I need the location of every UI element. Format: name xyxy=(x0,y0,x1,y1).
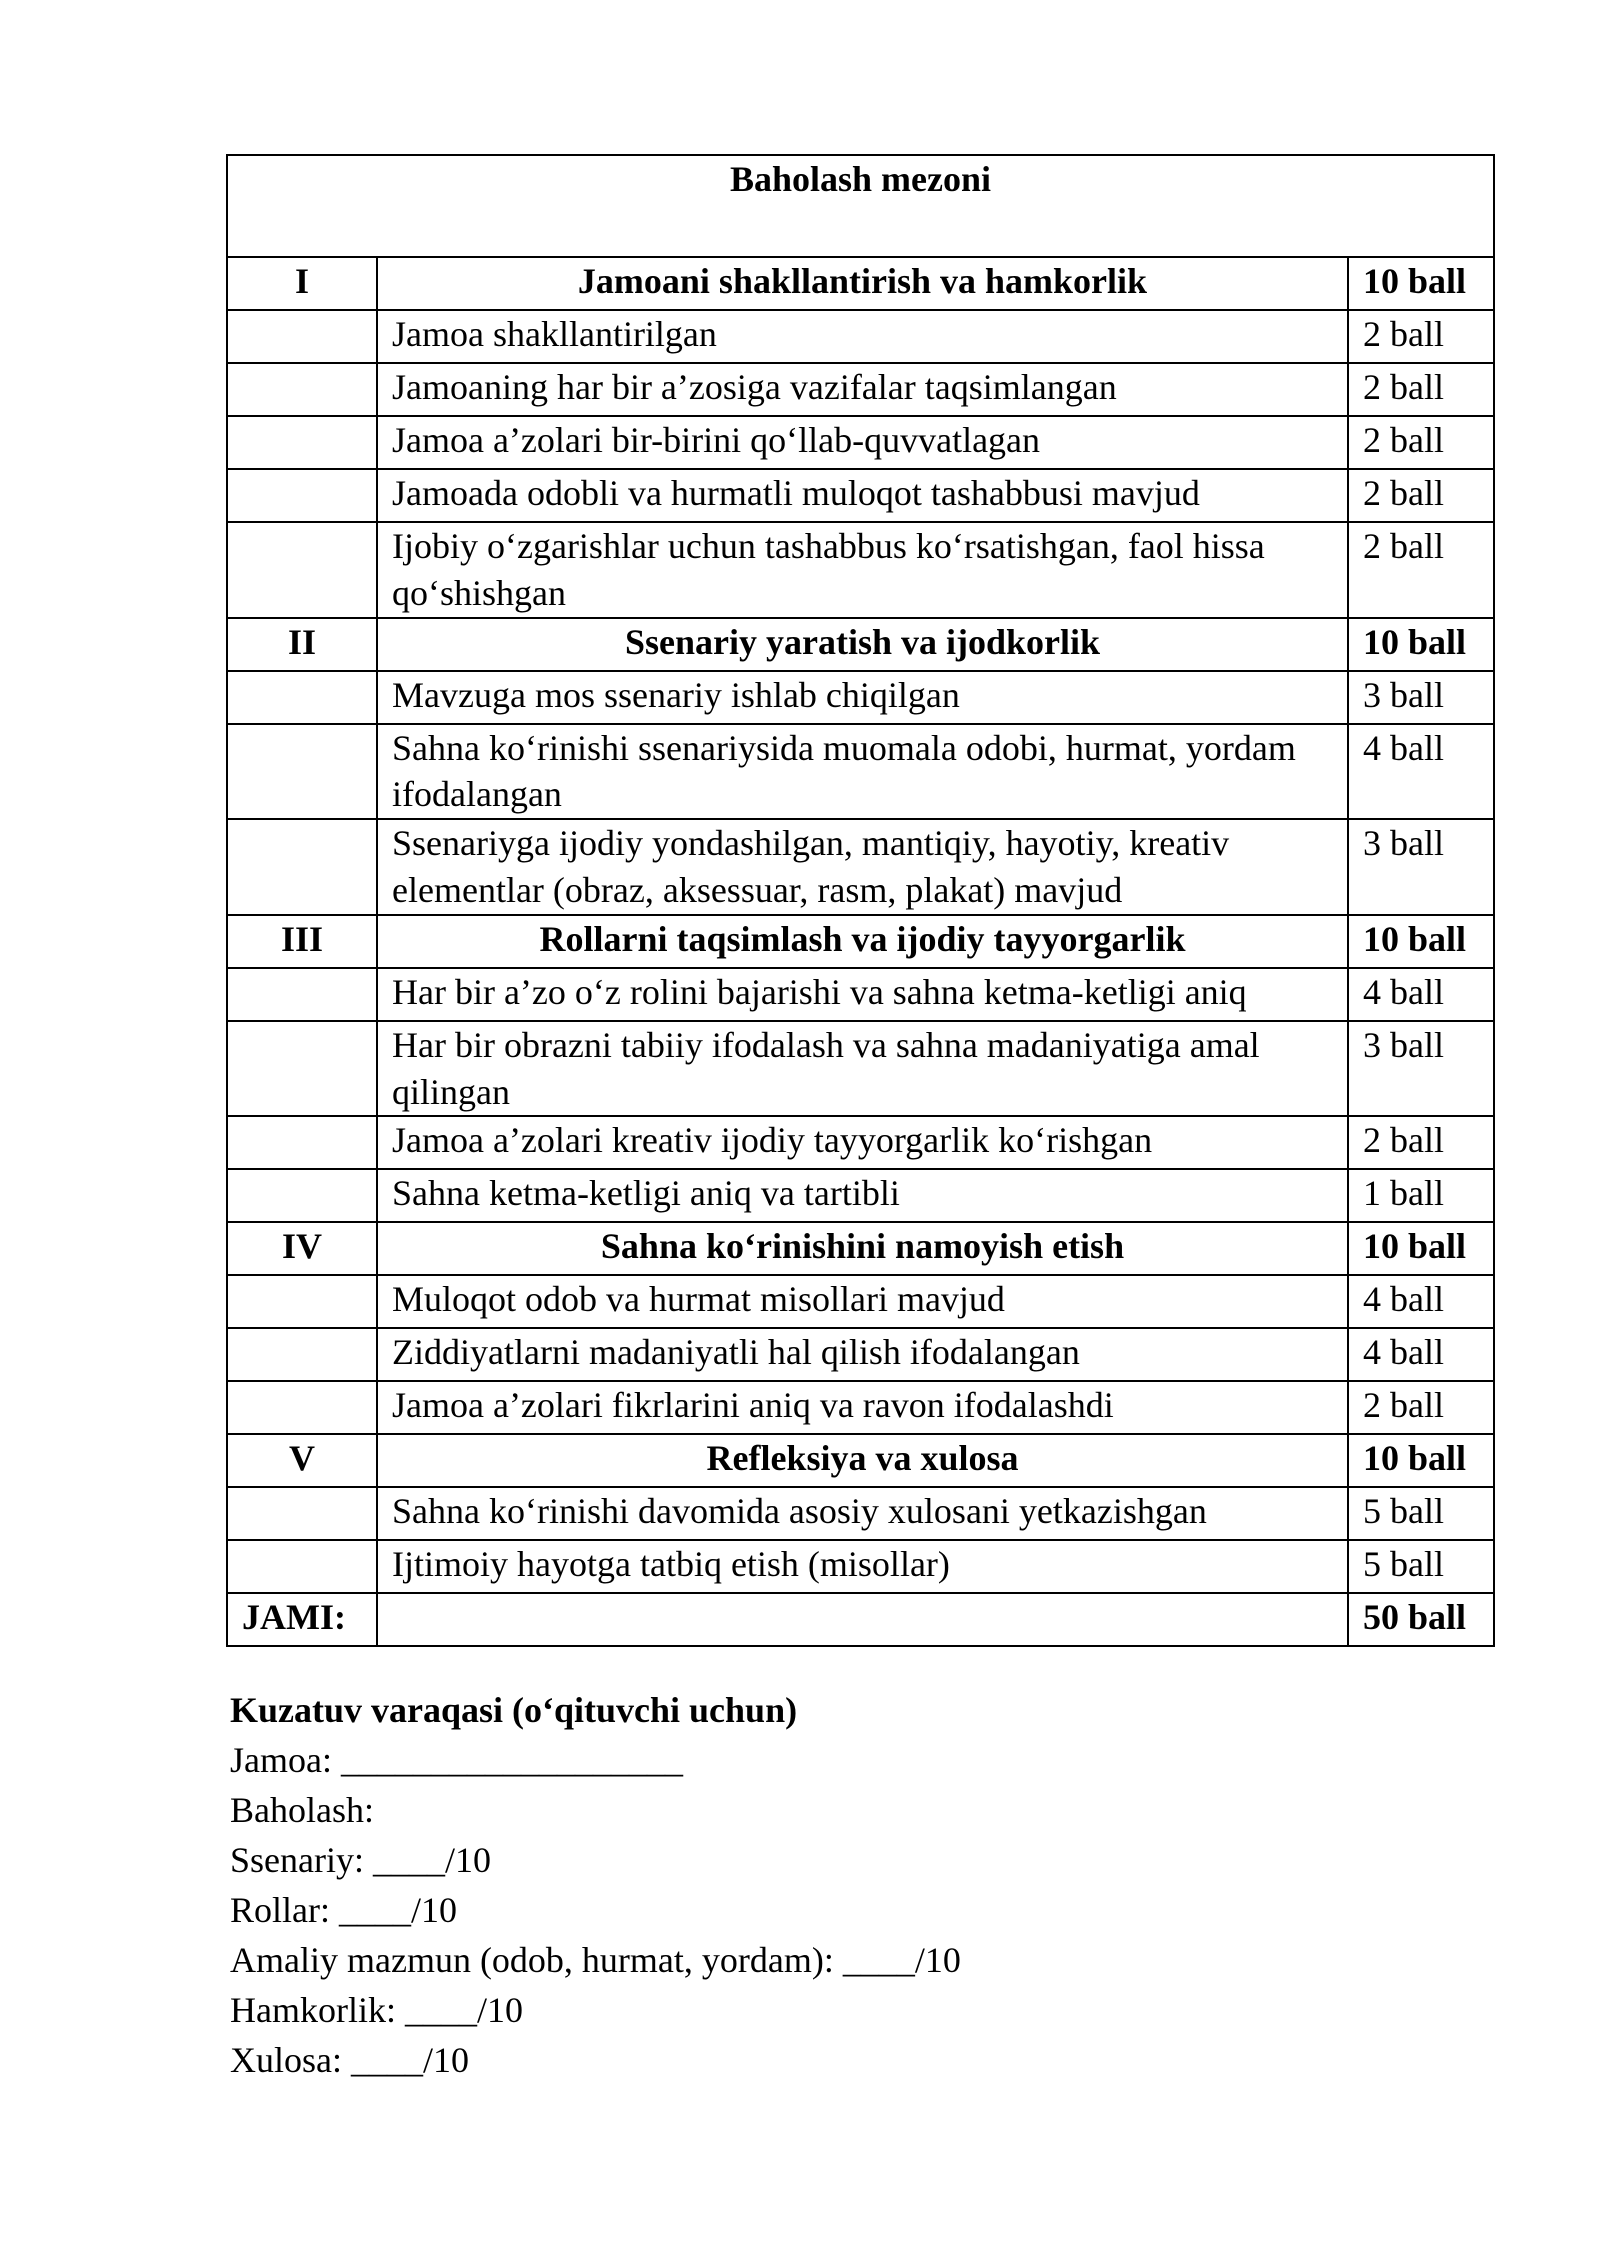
criterion-points: 2 ball xyxy=(1348,416,1494,469)
observation-line: Baholash: xyxy=(230,1790,374,1830)
observation-line: Xulosa: ____/10 xyxy=(230,2040,469,2080)
criterion-blank-cell xyxy=(227,671,377,724)
criterion-blank-cell xyxy=(227,724,377,820)
criterion-points: 3 ball xyxy=(1348,1021,1494,1117)
criterion-row xyxy=(227,671,1494,724)
criterion-text: Mavzuga mos ssenariy ishlab chiqilgan xyxy=(377,671,1348,724)
criterion-text: Jamoa a’zolari kreativ ijodiy tayyorgarlik ko‘rishgan xyxy=(377,1116,1348,1169)
criterion-row xyxy=(227,469,1494,522)
criterion-blank-cell xyxy=(227,1275,377,1328)
criterion-points: 2 ball xyxy=(1348,1116,1494,1169)
section-points: 10 ball xyxy=(1348,1434,1494,1487)
criterion-text: Jamoa shakllantirilgan xyxy=(377,310,1348,363)
section-name: Rollarni taqsimlash va ijodiy tayyorgarlik xyxy=(377,915,1348,968)
criterion-row xyxy=(227,819,1494,915)
total-points: 50 ball xyxy=(1348,1593,1494,1646)
criterion-points: 2 ball xyxy=(1348,310,1494,363)
section-row xyxy=(227,257,1494,310)
criterion-points: 4 ball xyxy=(1348,968,1494,1021)
criterion-blank-cell xyxy=(227,1540,377,1593)
criterion-row xyxy=(227,1169,1494,1222)
criterion-text: Jamoaning har bir a’zosiga vazifalar taqsimlangan xyxy=(377,363,1348,416)
criterion-blank-cell xyxy=(227,310,377,363)
criterion-row xyxy=(227,363,1494,416)
criterion-row xyxy=(227,522,1494,618)
criterion-text: Ijtimoiy hayotga tatbiq etish (misollar) xyxy=(377,1540,1348,1593)
observation-line: Hamkorlik: ____/10 xyxy=(230,1990,523,2030)
criterion-row xyxy=(227,1328,1494,1381)
criterion-points: 5 ball xyxy=(1348,1487,1494,1540)
section-name: Jamoani shakllantirish va hamkorlik xyxy=(377,257,1348,310)
total-label: JAMI: xyxy=(227,1593,377,1646)
observation-sheet xyxy=(230,1685,1430,2085)
criterion-row xyxy=(227,310,1494,363)
criterion-text: Jamoa a’zolari bir-birini qo‘llab-quvvatlagan xyxy=(377,416,1348,469)
criterion-points: 3 ball xyxy=(1348,819,1494,915)
criterion-row xyxy=(227,416,1494,469)
observation-line: Rollar: ____/10 xyxy=(230,1890,457,1930)
section-number: II xyxy=(227,618,377,671)
criterion-row xyxy=(227,1116,1494,1169)
criterion-points: 4 ball xyxy=(1348,1275,1494,1328)
criterion-text: Ssenariyga ijodiy yondashilgan, mantiqiy, hayotiy, kreativ elementlar (obraz, aksessuar, rasm, plakat) mavjud xyxy=(377,819,1348,915)
total-blank-cell xyxy=(377,1593,1348,1646)
criterion-points: 5 ball xyxy=(1348,1540,1494,1593)
total-row xyxy=(227,1593,1494,1646)
criterion-blank-cell xyxy=(227,819,377,915)
criterion-row xyxy=(227,1487,1494,1540)
criterion-points: 2 ball xyxy=(1348,469,1494,522)
criterion-text: Ijobiy o‘zgarishlar uchun tashabbus ko‘rsatishgan, faol hissa qo‘shishgan xyxy=(377,522,1348,618)
section-row xyxy=(227,915,1494,968)
section-name: Ssenariy yaratish va ijodkorlik xyxy=(377,618,1348,671)
criterion-blank-cell xyxy=(227,1381,377,1434)
section-row xyxy=(227,618,1494,671)
observation-line: Ssenariy: ____/10 xyxy=(230,1840,491,1880)
section-name: Refleksiya va xulosa xyxy=(377,1434,1348,1487)
criterion-text: Muloqot odob va hurmat misollari mavjud xyxy=(377,1275,1348,1328)
criterion-blank-cell xyxy=(227,469,377,522)
criterion-text: Sahna ketma-ketligi aniq va tartibli xyxy=(377,1169,1348,1222)
criterion-row xyxy=(227,1275,1494,1328)
criterion-blank-cell xyxy=(227,363,377,416)
section-number: IV xyxy=(227,1222,377,1275)
criterion-text: Jamoada odobli va hurmatli muloqot tashabbusi mavjud xyxy=(377,469,1348,522)
section-number: III xyxy=(227,915,377,968)
criterion-blank-cell xyxy=(227,1328,377,1381)
criterion-points: 2 ball xyxy=(1348,363,1494,416)
criterion-blank-cell xyxy=(227,1021,377,1117)
criterion-text: Har bir obrazni tabiiy ifodalash va sahna madaniyatiga amal qilingan xyxy=(377,1021,1348,1117)
observation-lines xyxy=(230,1735,1430,2085)
criterion-text: Jamoa a’zolari fikrlarini aniq va ravon ifodalashdi xyxy=(377,1381,1348,1434)
table-title-row xyxy=(227,155,1494,257)
criterion-blank-cell xyxy=(227,1487,377,1540)
criterion-blank-cell xyxy=(227,968,377,1021)
criterion-row xyxy=(227,1540,1494,1593)
criterion-points: 2 ball xyxy=(1348,522,1494,618)
observation-heading: Kuzatuv varaqasi (o‘qituvchi uchun) xyxy=(230,1690,798,1730)
criterion-blank-cell xyxy=(227,522,377,618)
section-points: 10 ball xyxy=(1348,1222,1494,1275)
criterion-blank-cell xyxy=(227,416,377,469)
criterion-points: 2 ball xyxy=(1348,1381,1494,1434)
criterion-row xyxy=(227,968,1494,1021)
criterion-points: 4 ball xyxy=(1348,1328,1494,1381)
criterion-text: Sahna ko‘rinishi ssenariysida muomala odobi, hurmat, yordam ifodalangan xyxy=(377,724,1348,820)
section-name: Sahna ko‘rinishini namoyish etish xyxy=(377,1222,1348,1275)
criterion-text: Sahna ko‘rinishi davomida asosiy xulosani yetkazishgan xyxy=(377,1487,1348,1540)
criterion-points: 4 ball xyxy=(1348,724,1494,820)
criterion-points: 1 ball xyxy=(1348,1169,1494,1222)
section-number: V xyxy=(227,1434,377,1487)
criterion-text: Ziddiyatlarni madaniyatli hal qilish ifodalangan xyxy=(377,1328,1348,1381)
criterion-blank-cell xyxy=(227,1116,377,1169)
criterion-row xyxy=(227,724,1494,820)
section-number: I xyxy=(227,257,377,310)
criterion-row xyxy=(227,1381,1494,1434)
section-row xyxy=(227,1222,1494,1275)
criterion-row xyxy=(227,1021,1494,1117)
observation-line: Jamoa: ___________________ xyxy=(230,1740,683,1780)
section-row xyxy=(227,1434,1494,1487)
section-points: 10 ball xyxy=(1348,915,1494,968)
table-title: Baholash mezoni xyxy=(227,155,1494,257)
section-points: 10 ball xyxy=(1348,618,1494,671)
observation-line: Amaliy mazmun (odob, hurmat, yordam): ____/10 xyxy=(230,1940,961,1980)
criterion-text: Har bir a’zo o‘z rolini bajarishi va sahna ketma-ketligi aniq xyxy=(377,968,1348,1021)
criterion-points: 3 ball xyxy=(1348,671,1494,724)
section-points: 10 ball xyxy=(1348,257,1494,310)
assessment-criteria-table xyxy=(226,154,1495,1647)
criterion-blank-cell xyxy=(227,1169,377,1222)
